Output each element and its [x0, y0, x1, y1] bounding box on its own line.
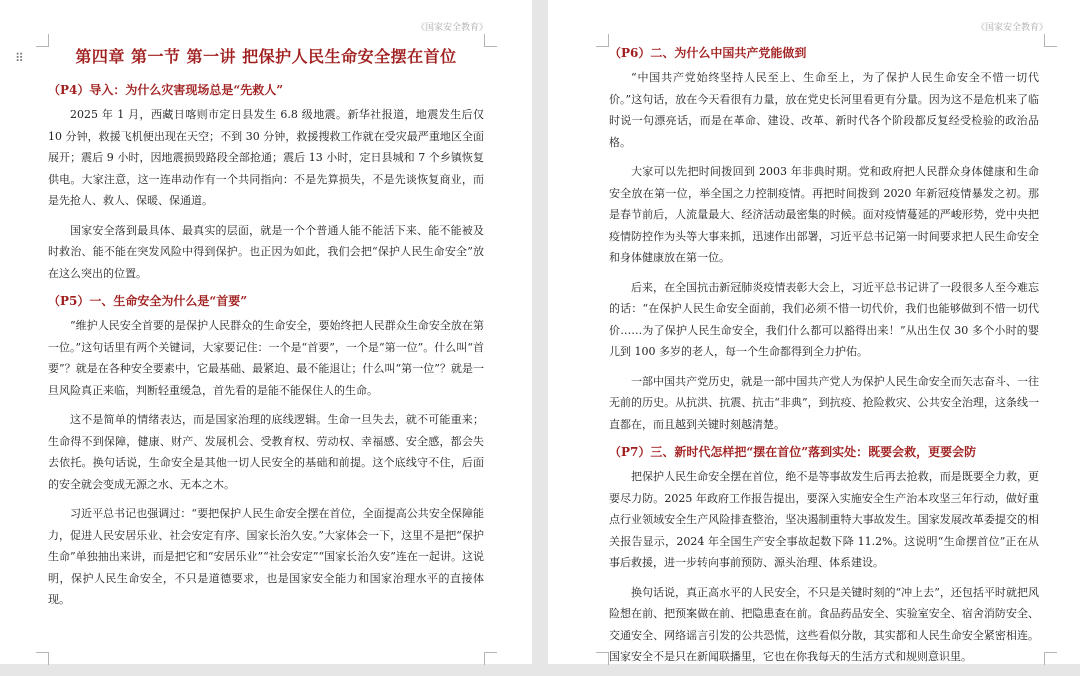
page-corner-mark: [484, 34, 497, 47]
page-content: [609, 44, 1039, 676]
section-heading-p7: （P7）三、新时代怎样把“摆在首位”落到实处：既要会救，更要会防: [609, 445, 977, 459]
paragraph-quote: “中国共产党始终坚持人民至上、生命至上，为了保护人民生命安全不惜一切代价。”这句话，放在今天看很有力量，放在党史长河里看更有分量。因为这不是危机来了临时说一句漂亮话，而是在革命、建设、改革、新时代各个阶段都反复经受检验的政治品格。: [609, 71, 1039, 149]
paragraph: 后来，在全国抗击新冠肺炎疫情表彰大会上，习近平总书记讲了一段很多人至今难忘的话：“在保护人民生命安全面前，我们必须不惜一切代价，我们也能够做到不惜一切代价……为了保护人民生命安全，我们什么都可以豁得出来！”从出生仅 30 多个小时的婴儿到 100 多岁的老人，每一个生命都得到全力护佑。: [609, 280, 1039, 358]
paragraph: 换句话说，真正高水平的人民安全，不只是关键时刻的“冲上去”，还包括平时就把风险想在前、把预案做在前、把隐患查在前。食品药品安全、实验室安全、宿舍消防安全、交通安全、网络谣言引发的公共恐慌，这些看似分散，其实都和人民生命安全紧密相连。国家安全不是只在新闻联播里，它也在你我每天的生活方式和规则意识里。: [609, 585, 1039, 663]
document-page-left: [0, 0, 532, 664]
section-heading-p6: （P6）二、为什么中国共产党能做到: [609, 46, 807, 60]
page-corner-mark: [1044, 34, 1057, 47]
document-page-right: [548, 0, 1080, 664]
paragraph: 这不是简单的情绪表达，而是国家治理的底线逻辑。生命一旦失去，就不可能重来；生命得不到保障，健康、财产、发展机会、受教育权、劳动权、幸福感、安全感，都会失去依托。换句话说，生命安全是其他一切人民安全的基础和前提。这个底线守不住，后面的安全就会变成无源之水、无本之木。: [48, 413, 484, 491]
paragraph: 把保护人民生命安全摆在首位，绝不是等事故发生后再去抢救，而是既要全力救，更要尽力防。2025 年政府工作报告提出，要深入实施安全生产治本攻坚三年行动，做好重点行业领域安全生产风险排查整治，坚决遏制重特大事故发生。国家发展改革委提交的相关报告显示，2024 年全国生产安全事故起数下降 11.2%。这说明“生命摆首位”正在从事后救援，进一步转向事前预防、源头治理、体系建设。: [609, 470, 1039, 569]
page-corner-mark: [1044, 652, 1057, 665]
page-corner-mark: [484, 652, 497, 665]
drag-handle-icon[interactable]: ⠿: [15, 51, 25, 65]
page-header: 《国家安全教育》: [976, 23, 1049, 33]
paragraph: 习近平总书记也强调过：“要把保护人民生命安全摆在首位，全面提高公共安全保障能力，促进人民安居乐业、社会安定有序、国家长治久安。”大家体会一下，这里不是把“保护生命”单独抽出来讲，而是把它和“安居乐业”“社会安定”“国家长治久安”连在一起讲。这说明，保护人民生命安全，不只是道德要求，也是国家安全能力和国家治理水平的直接体现。: [48, 507, 484, 606]
section-heading-p4: （P4）导入：为什么灾害现场总是“先救人”: [48, 83, 284, 97]
section-heading-p5: （P5）一、生命安全为什么是“首要”: [48, 294, 248, 308]
page-corner-mark: [596, 652, 609, 665]
paragraph: 大家可以先把时间拨回到 2003 年非典时期。党和政府把人民群众身体健康和生命安全放在第一位，举全国之力控制疫情。再把时间拨到 2020 年新冠疫情暴发之初。那是春节前后，人流量最大、经济活动最密集的时候。面对疫情蔓延的严峻形势，党中央把疫情防控作为头等大事来抓，迅速作出部署，习近平总书记第一时间要求把人民生命安全和身体健康放在第一位。: [609, 165, 1039, 264]
page-corner-mark: [596, 34, 609, 47]
page-corner-mark: [36, 652, 49, 665]
paragraph: 一部中国共产党历史，就是一部中国共产党人为保护人民生命安全而矢志奋斗、一往无前的历史。从抗洪、抗震、抗击“非典”，到抗疫、抢险救灾、公共安全治理，这条线一直都在，而且越到关键时刻越清楚。: [609, 374, 1039, 431]
page-header: 《国家安全教育》: [416, 23, 489, 33]
paragraph: 国家安全落到最具体、最真实的层面，就是一个个普通人能不能活下来、能不能被及时救治、能不能在突发风险中得到保护。也正因为如此，我们会把“保护人民生命安全”放在这么突出的位置。: [48, 223, 484, 280]
page-gap: [532, 0, 548, 664]
paragraph-quote: “维护人民安全首要的是保护人民群众的生命安全，要始终把人民群众生命安全放在第一位。”这句话里有两个关键词，大家要记住：一个是“首要”，一个是“第一位”。什么叫“首要”？就是在各种安全要素中，它最基础、最紧迫、最不能退让；什么叫“第一位”？就是一旦风险真正来临，判断轻重缓急，首先看的是能不能保住人的生命。: [48, 319, 484, 397]
page-content: [48, 44, 484, 619]
paragraph: 2025 年 1 月，西藏日喀则市定日县发生 6.8 级地震。新华社报道，地震发生后仅 10 分钟，救援飞机便出现在天空；不到 30 分钟，救援搜救工作就在受灾最严重地区全面展开；震后 9 小时，因地震损毁路段全部抢通；震后 13 小时，定日县城和 7 个乡镇恢复供电。大家注意，这一连串动作有一个共同指向：不是先算损失，不是先谈恢复商业，而是先抢人、救人、保暖、保通道。: [48, 108, 484, 207]
chapter-title: 第四章 第一节 第一讲 把保护人民生命安全摆在首位: [75, 47, 457, 66]
